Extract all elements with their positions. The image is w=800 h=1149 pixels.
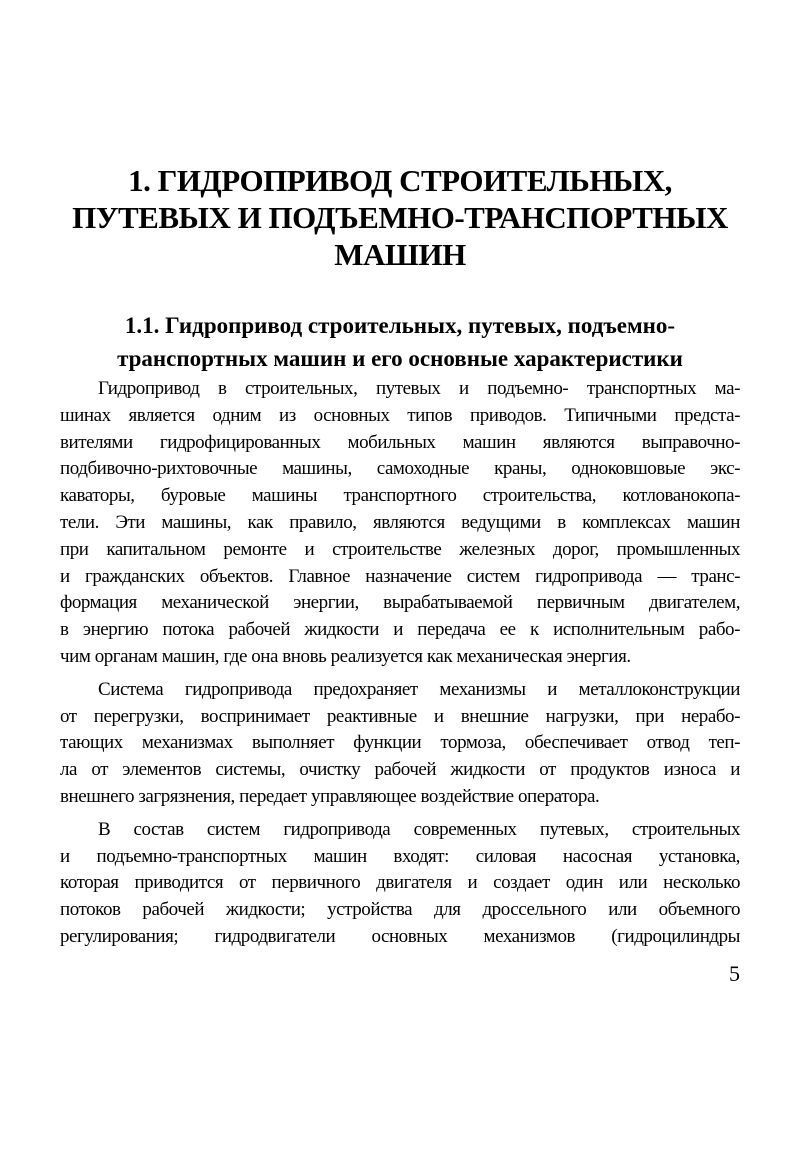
- text-line: вителями гидрофицированных мобильных машин являются выправочно-: [60, 431, 740, 453]
- paragraph-1: [60, 376, 740, 671]
- body-text: [60, 376, 740, 957]
- text-line: и подъемно-транспортных машин входят: силовая насосная установка,: [60, 845, 740, 867]
- chapter-title: [60, 162, 740, 273]
- text-line: каваторы, буровые машины транспортного строительства, котлованокопа-: [60, 485, 740, 507]
- chapter-title-line: ПУТЕВЫХ И ПОДЪЕМНО-ТРАНСПОРТНЫХ: [72, 200, 728, 235]
- text-line: Система гидропривода предохраняет механизмы и металлоконструкции: [98, 678, 740, 700]
- text-line: потоков рабочей жидкости; устройства для дроссельного или объемного: [60, 899, 740, 921]
- text-line: и гражданских объектов. Главное назначение систем гидропривода — транс-: [60, 565, 740, 587]
- text-line: подбивочно-рихтовочные машины, самоходные краны, одноковшовые экс-: [60, 458, 740, 480]
- section-title: [60, 309, 740, 375]
- text-line: регулирования; гидродвигатели основных механизмов (гидроцилиндры: [60, 925, 740, 947]
- text-line: Гидропривод в строительных, путевых и подъемно- транспортных ма-: [98, 378, 740, 399]
- text-line: от перегрузки, воспринимает реактивные и внешние нагрузки, при нерабо-: [60, 705, 740, 727]
- text-line: В состав систем гидропривода современных путевых, строительных: [98, 818, 740, 840]
- text-line: тели. Эти машины, как правило, являются ведущими в комплексах машин: [60, 511, 740, 533]
- text-line: шинах является одним из основных типов приводов. Типичными предста-: [60, 404, 740, 426]
- chapter-title-line: 1. ГИДРОПРИВОД СТРОИТЕЛЬНЫХ,: [128, 163, 672, 198]
- page-number: 5: [729, 961, 740, 986]
- section-title-line: транспортных машин и его основные характеристики: [117, 346, 683, 371]
- text-line: ла от элементов системы, очистку рабочей жидкости от продуктов износа и: [60, 759, 740, 781]
- text-line: которая приводится от первичного двигателя и создает один или несколько: [60, 872, 740, 894]
- text-line: в энергию потока рабочей жидкости и передача ее к исполнительным рабо-: [60, 619, 740, 641]
- text-line: чим органам машин, где она вновь реализуется как механическая энергия.: [60, 645, 631, 667]
- paragraph-3: [60, 817, 740, 951]
- text-line: тающих механизмах выполняет функции тормоза, обеспечивает отвод теп-: [60, 732, 740, 754]
- text-line: внешнего загрязнения, передает управляющее воздействие оператора.: [60, 785, 600, 807]
- paragraph-2: [60, 677, 740, 811]
- chapter-title-line: МАШИН: [334, 237, 466, 272]
- text-line: формация механической энергии, вырабатываемой первичным двигателем,: [60, 592, 740, 614]
- text-line: при капитальном ремонте и строительстве железных дорог, промышленных: [60, 538, 740, 560]
- section-title-line: 1.1. Гидропривод строительных, путевых, подъемно-: [124, 313, 676, 338]
